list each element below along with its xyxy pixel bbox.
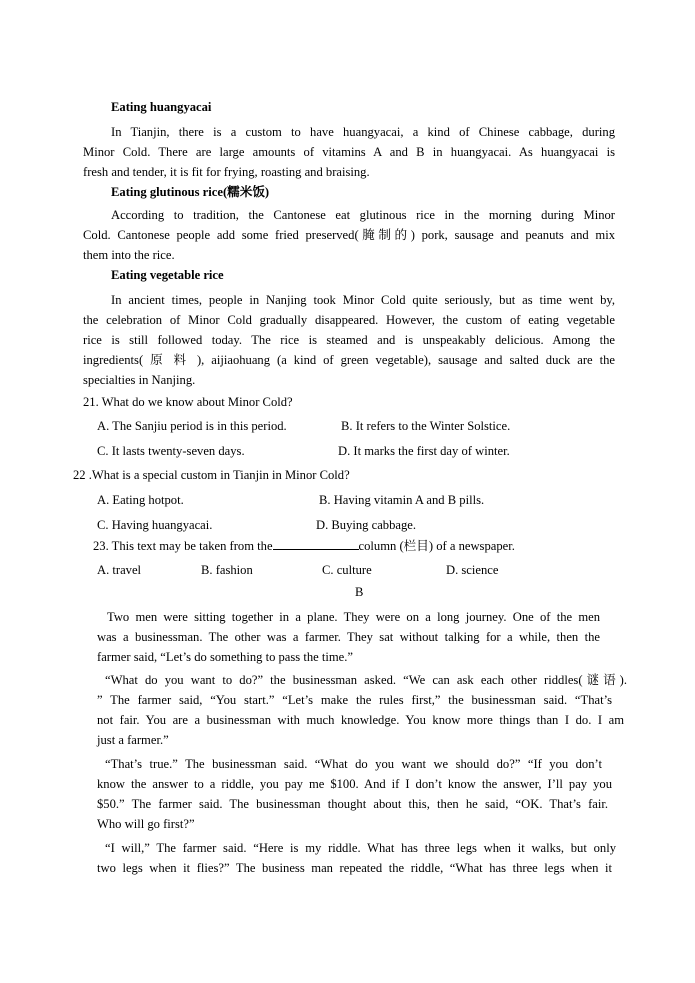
question-stem-end: column (栏目) of a newspaper. [358, 539, 515, 553]
fill-in-blank [273, 538, 359, 550]
paragraph-line: specialties in Nanjing. [83, 373, 196, 387]
answer-option: D. Buying cabbage. [316, 518, 417, 532]
answer-option: D. It marks the first day of winter. [338, 444, 510, 458]
answer-option: C. It lasts twenty-seven days. [97, 444, 245, 458]
section-heading-vegetable-rice: Eating vegetable rice [111, 268, 224, 282]
passage-line: two legs when it flies?” The business man repeated the riddle, “What has three legs when it [97, 861, 612, 875]
paragraph-line: Cold. Cantonese people add some fried preserved(腌制的) pork, sausage and peanuts and mix [83, 228, 615, 242]
passage-line: ” The farmer said, “You start.” “Let’s make the rules first,” the businessman said. “That’s [97, 693, 612, 707]
paragraph-line: According to tradition, the Cantonese eat glutinous rice in the morning during Minor [111, 208, 615, 222]
paragraph-line: ingredients( 原 料 ), aijiaohuang (a kind of green vegetable), sausage and salted duck are the [83, 353, 615, 367]
paragraph-line: rice is still followed today. The rice is steamed and is unspeakably delicious. Among the [83, 333, 615, 347]
question-stem: 22 .What is a special custom in Tianjin in Minor Cold? [73, 468, 350, 482]
answer-option: A. The Sanjiu period is in this period. [97, 419, 287, 433]
paragraph-line: them into the rice. [83, 248, 175, 262]
answer-option: C. culture [322, 563, 372, 577]
passage-line: “I will,” The farmer said. “Here is my riddle. What has three legs when it walks, but only [105, 841, 616, 855]
answer-option: B. It refers to the Winter Solstice. [341, 419, 511, 433]
passage-line: $50.” The farmer said. The businessman thought about this, then he said, “OK. That’s fair. [97, 797, 608, 811]
answer-option: C. Having huangyacai. [97, 518, 213, 532]
passage-line: know the answer to a riddle, you pay me $100. And if I don’t know the answer, I’ll pay you [97, 777, 612, 791]
paragraph-line: Minor Cold. There are large amounts of vitamins A and B in huangyacai. As huangyacai is [83, 145, 615, 159]
passage-line: farmer said, “Let’s do something to pass the time.” [97, 650, 354, 664]
answer-option: A. travel [97, 563, 142, 577]
passage-label: B [355, 585, 364, 599]
question-stem [93, 538, 515, 554]
section-heading-huangyacai: Eating huangyacai [111, 100, 212, 114]
answer-option: D. science [446, 563, 499, 577]
answer-option: B. fashion [201, 563, 253, 577]
section-heading-glutinous-rice: Eating glutinous rice(糯米饭) [111, 185, 270, 199]
paragraph-line: fresh and tender, it is fit for frying, roasting and braising. [83, 165, 370, 179]
passage-line: “What do you want to do?” the businessman asked. “We can ask each other riddles(谜语). [105, 673, 627, 687]
passage-line: was a businessman. The other was a farmer. They sat without talking for a while, then the [97, 630, 600, 644]
passage-line: Who will go first?” [97, 817, 195, 831]
answer-option: B. Having vitamin A and B pills. [319, 493, 485, 507]
passage-line: just a farmer.” [97, 733, 169, 747]
paragraph-line: In Tianjin, there is a custom to have huangyacai, a kind of Chinese cabbage, during [111, 125, 615, 139]
answer-option: A. Eating hotpot. [97, 493, 184, 507]
paragraph-line: In ancient times, people in Nanjing took Minor Cold quite seriously, but as time went by, [111, 293, 615, 307]
passage-line: not fair. You are a businessman with much knowledge. You know more things than I do. I am [97, 713, 624, 727]
question-stem: 21. What do we know about Minor Cold? [83, 395, 293, 409]
passage-line: Two men were sitting together in a plane. They were on a long journey. One of the men [107, 610, 600, 624]
paragraph-line: the celebration of Minor Cold gradually disappeared. However, the custom of eating vegetable [83, 313, 615, 327]
question-stem-start: 23. This text may be taken from the [93, 539, 273, 553]
passage-line: “That’s true.” The businessman said. “What do you want we should do?” “If you don’t [105, 757, 602, 771]
